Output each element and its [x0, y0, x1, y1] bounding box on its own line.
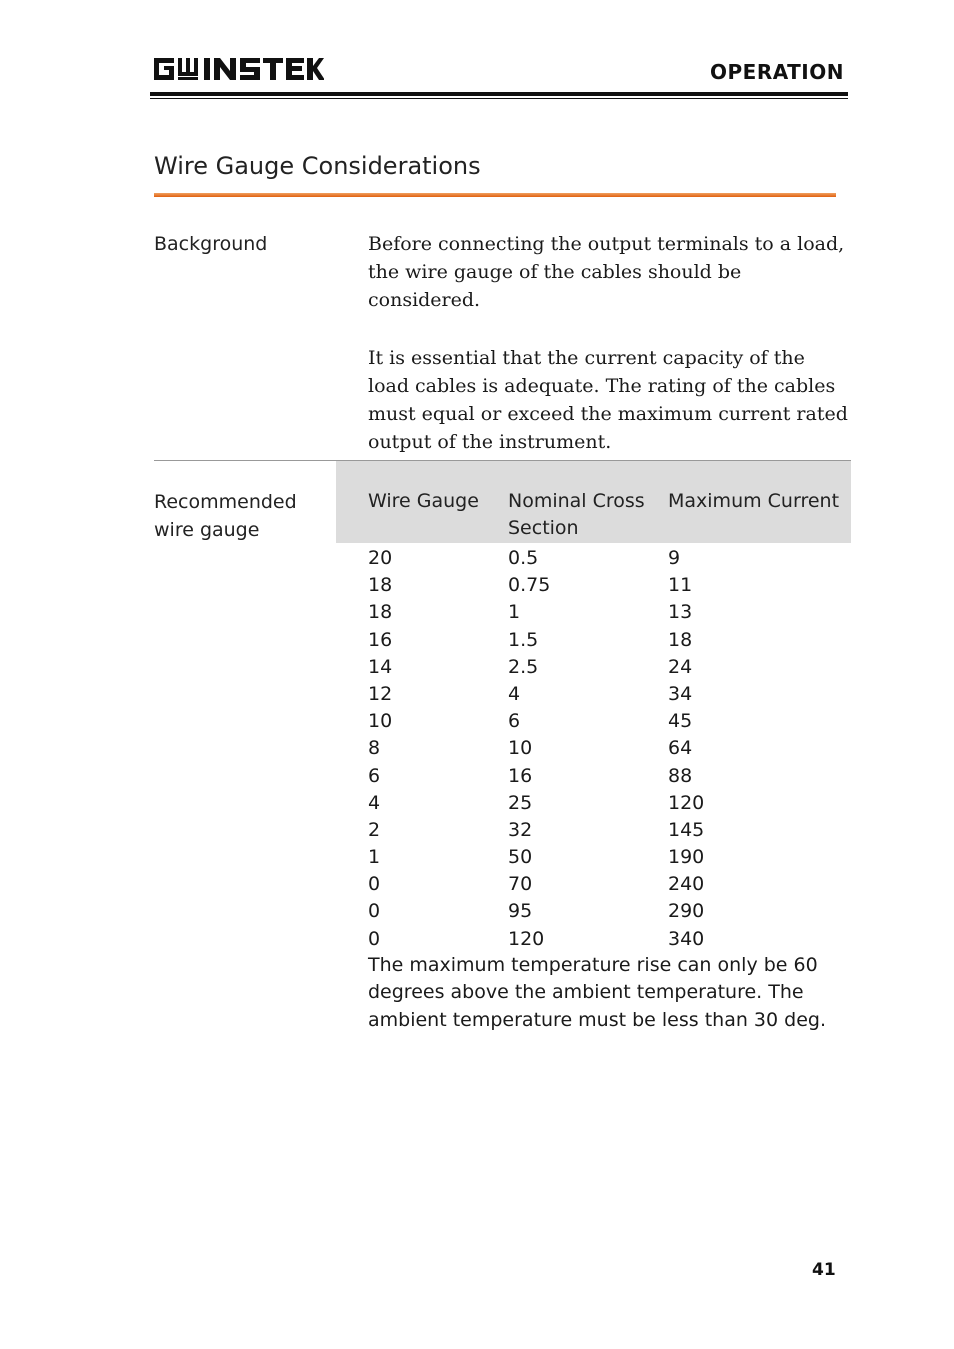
table-row	[368, 817, 850, 844]
cell-wire-gauge: 8	[368, 737, 381, 760]
cell-max-current: 88	[668, 764, 693, 787]
logo-mark	[152, 54, 324, 84]
cell-wire-gauge: 10	[368, 710, 393, 733]
table-row	[368, 926, 850, 953]
cell-cross-section: 32	[508, 818, 533, 841]
title-underline	[154, 193, 836, 197]
table-row	[368, 735, 850, 762]
cell-cross-section: 6	[508, 710, 521, 733]
cell-max-current: 240	[668, 873, 705, 896]
table-row	[368, 627, 850, 654]
column-header-max-current: Maximum Current	[668, 490, 840, 512]
cell-max-current: 9	[668, 547, 681, 569]
cell-max-current: 120	[668, 791, 705, 814]
cell-wire-gauge: 16	[368, 628, 393, 651]
cell-wire-gauge: 4	[368, 791, 381, 814]
background-label: Background	[154, 233, 268, 255]
wire-gauge-table	[368, 545, 850, 953]
table-row	[368, 708, 850, 735]
cell-max-current: 64	[668, 737, 693, 760]
cell-max-current: 34	[668, 682, 693, 705]
section-title: Wire Gauge Considerations	[154, 152, 481, 180]
cell-max-current: 340	[668, 927, 705, 950]
cell-wire-gauge: 14	[368, 655, 393, 678]
table-row	[368, 898, 850, 925]
cell-max-current: 145	[668, 818, 705, 841]
cell-cross-section: 95	[508, 900, 533, 923]
cell-max-current: 11	[668, 574, 693, 597]
column-header-wire-gauge: Wire Gauge	[368, 490, 479, 512]
cell-max-current: 45	[668, 710, 693, 733]
page-number: 41	[812, 1260, 836, 1280]
cell-wire-gauge: 12	[368, 682, 393, 705]
temperature-note: The maximum temperature rise can only be 60 degrees above the ambient temperature. The ambient temperature must be less than 30 deg.	[368, 954, 826, 1031]
cell-wire-gauge: 2	[368, 818, 381, 841]
header-rule	[150, 92, 848, 96]
cell-max-current: 190	[668, 846, 705, 869]
cell-wire-gauge: 18	[368, 601, 393, 624]
cell-cross-section: 2.5	[508, 655, 539, 678]
cell-cross-section: 16	[508, 764, 533, 787]
cell-cross-section: 4	[508, 682, 521, 705]
cell-cross-section: 70	[508, 873, 533, 896]
background-paragraph-1: Before connecting the output terminals to a load, the wire gauge of the cables should be considered.	[368, 233, 845, 311]
cell-max-current: 13	[668, 601, 693, 624]
cell-max-current: 290	[668, 900, 705, 923]
table-row	[368, 871, 850, 898]
cell-wire-gauge: 18	[368, 574, 393, 597]
cell-max-current: 24	[668, 655, 693, 678]
table-row	[368, 545, 850, 572]
table-header	[336, 461, 851, 543]
table-row	[368, 681, 850, 708]
table-row	[368, 844, 850, 871]
cell-wire-gauge: 0	[368, 873, 381, 896]
cell-wire-gauge: 1	[368, 846, 381, 869]
cell-cross-section: 1	[508, 601, 521, 624]
cell-cross-section: 120	[508, 927, 545, 950]
table-row	[368, 654, 850, 681]
cell-cross-section: 50	[508, 846, 533, 869]
cell-wire-gauge: 0	[368, 927, 381, 950]
cell-wire-gauge: 0	[368, 900, 381, 923]
table-row	[368, 790, 850, 817]
cell-cross-section: 0.5	[508, 547, 539, 569]
recommended-label: Recommended wire gauge	[154, 491, 297, 541]
table-row	[368, 572, 850, 599]
table-row	[368, 763, 850, 790]
cell-max-current: 18	[668, 628, 693, 651]
cell-wire-gauge: 6	[368, 764, 381, 787]
gw-instek-logo	[152, 54, 324, 84]
column-header-cross-section: Nominal Cross Section	[508, 490, 645, 539]
cell-wire-gauge: 20	[368, 547, 393, 569]
cell-cross-section: 25	[508, 791, 533, 814]
header-section-name: OPERATION	[710, 60, 844, 84]
background-paragraph-2: It is essential that the current capacity of the load cables is adequate. The rating of the cables must equal or exceed the maximum current rated output of the instrument.	[368, 347, 848, 453]
table-row	[368, 599, 850, 626]
cell-cross-section: 1.5	[508, 628, 539, 651]
header-rule-thin	[150, 98, 848, 99]
cell-cross-section: 10	[508, 737, 533, 760]
cell-cross-section: 0.75	[508, 574, 551, 597]
